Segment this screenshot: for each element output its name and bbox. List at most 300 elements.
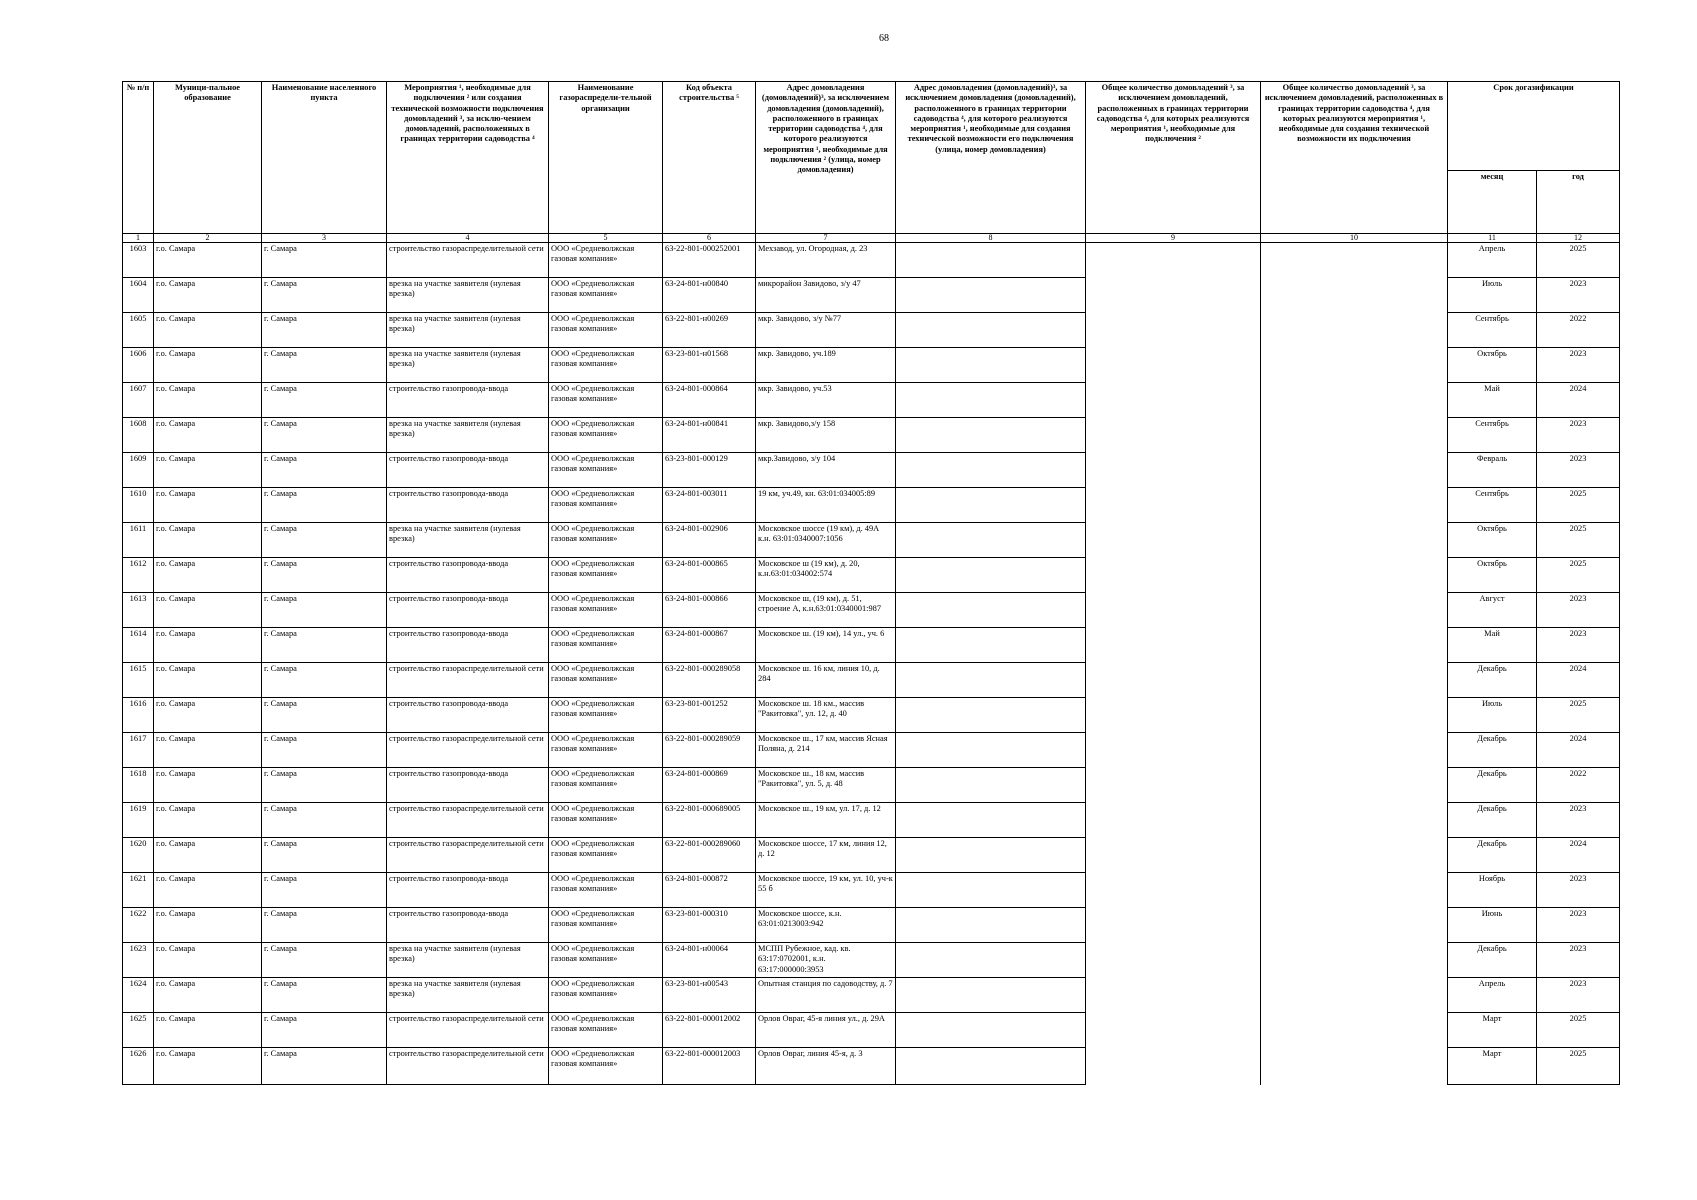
row-address-technical: [896, 768, 1086, 803]
row-address-technical: [896, 978, 1086, 1013]
row-municipality: г.о. Самара: [154, 523, 262, 558]
row-number: 1608: [123, 418, 154, 453]
row-month: Декабрь: [1448, 733, 1537, 768]
row-object-code: 63-24-801-000864: [663, 383, 756, 418]
column-number: 6: [663, 234, 756, 243]
row-number: 1615: [123, 663, 154, 698]
row-year: 2024: [1537, 383, 1620, 418]
row-measure: строительство газораспределительной сети: [387, 803, 549, 838]
row-object-code: 63-24-801-000872: [663, 873, 756, 908]
row-locality: г. Самара: [262, 628, 387, 663]
row-year: 2023: [1537, 908, 1620, 943]
row-municipality: г.о. Самара: [154, 698, 262, 733]
row-address: мкр.Завидово, з/у 104: [756, 453, 896, 488]
column-number: 12: [1537, 234, 1620, 243]
row-count-technical: [1261, 873, 1448, 908]
row-number: 1623: [123, 943, 154, 978]
row-year: 2024: [1537, 733, 1620, 768]
row-address: Московское ш., 17 км, массив Ясная Поляна, д. 214: [756, 733, 896, 768]
row-measure: врезка на участке заявителя (нулевая врезка): [387, 313, 549, 348]
table-row: [123, 383, 1620, 418]
row-address-technical: [896, 453, 1086, 488]
row-count-technical: [1261, 348, 1448, 383]
row-municipality: г.о. Самара: [154, 838, 262, 873]
row-organization: ООО «Средневолжская газовая компания»: [549, 278, 663, 313]
row-count-technical: [1261, 558, 1448, 593]
header-row: [123, 82, 1620, 171]
row-address-technical: [896, 1013, 1086, 1048]
row-locality: г. Самара: [262, 488, 387, 523]
row-address-technical: [896, 243, 1086, 278]
row-municipality: г.о. Самара: [154, 873, 262, 908]
row-measure: строительство газораспределительной сети: [387, 838, 549, 873]
row-count-connection: [1086, 698, 1261, 733]
row-number: 1618: [123, 768, 154, 803]
row-organization: ООО «Средневолжская газовая компания»: [549, 733, 663, 768]
table-row: [123, 418, 1620, 453]
row-year: 2022: [1537, 313, 1620, 348]
row-count-connection: [1086, 453, 1261, 488]
row-count-connection: [1086, 418, 1261, 453]
header-deadline: Срок догазификации: [1448, 82, 1620, 171]
row-measure: врезка на участке заявителя (нулевая врезка): [387, 978, 549, 1013]
row-number: 1604: [123, 278, 154, 313]
row-count-technical: [1261, 908, 1448, 943]
row-address-technical: [896, 873, 1086, 908]
row-locality: г. Самара: [262, 453, 387, 488]
row-object-code: 63-22-801-000012002: [663, 1013, 756, 1048]
row-municipality: г.о. Самара: [154, 1048, 262, 1085]
row-organization: ООО «Средневолжская газовая компания»: [549, 488, 663, 523]
table-row: [123, 523, 1620, 558]
row-count-connection: [1086, 243, 1261, 278]
table-row: [123, 978, 1620, 1013]
row-year: 2023: [1537, 348, 1620, 383]
row-year: 2025: [1537, 488, 1620, 523]
row-count-technical: [1261, 523, 1448, 558]
row-address: Московское ш., 18 км, массив "Ракитовка", ул. 5, д. 48: [756, 768, 896, 803]
row-address: Московское шоссе, 19 км, ул. 10, уч-к 55 б: [756, 873, 896, 908]
row-number: 1621: [123, 873, 154, 908]
table-row: [123, 488, 1620, 523]
row-organization: ООО «Средневолжская газовая компания»: [549, 873, 663, 908]
row-year: 2023: [1537, 803, 1620, 838]
row-municipality: г.о. Самара: [154, 593, 262, 628]
row-measure: строительство газораспределительной сети: [387, 1048, 549, 1085]
row-organization: ООО «Средневолжская газовая компания»: [549, 908, 663, 943]
row-object-code: 63-24-801-000865: [663, 558, 756, 593]
row-year: 2024: [1537, 663, 1620, 698]
row-municipality: г.о. Самара: [154, 768, 262, 803]
row-month: Декабрь: [1448, 943, 1537, 978]
column-number: 10: [1261, 234, 1448, 243]
column-number: 1: [123, 234, 154, 243]
row-object-code: 63-24-801-н00841: [663, 418, 756, 453]
row-month: Сентябрь: [1448, 488, 1537, 523]
row-organization: ООО «Средневолжская газовая компания»: [549, 1048, 663, 1085]
row-municipality: г.о. Самара: [154, 978, 262, 1013]
table-row: [123, 1048, 1620, 1085]
row-organization: ООО «Средневолжская газовая компания»: [549, 803, 663, 838]
row-number: 1622: [123, 908, 154, 943]
row-count-connection: [1086, 768, 1261, 803]
row-count-connection: [1086, 663, 1261, 698]
row-number: 1620: [123, 838, 154, 873]
row-locality: г. Самара: [262, 943, 387, 978]
row-count-connection: [1086, 383, 1261, 418]
row-month: Декабрь: [1448, 803, 1537, 838]
row-count-connection: [1086, 488, 1261, 523]
table-row: [123, 908, 1620, 943]
row-organization: ООО «Средневолжская газовая компания»: [549, 978, 663, 1013]
row-address-technical: [896, 348, 1086, 383]
row-year: 2025: [1537, 523, 1620, 558]
row-number: 1619: [123, 803, 154, 838]
row-organization: ООО «Средневолжская газовая компания»: [549, 348, 663, 383]
row-measure: врезка на участке заявителя (нулевая врезка): [387, 523, 549, 558]
row-count-connection: [1086, 838, 1261, 873]
column-number: 7: [756, 234, 896, 243]
row-organization: ООО «Средневолжская газовая компания»: [549, 698, 663, 733]
row-month: Сентябрь: [1448, 313, 1537, 348]
row-address-technical: [896, 523, 1086, 558]
row-month: Май: [1448, 383, 1537, 418]
header-address-technical: Адрес домовладения (домовладений)³, за исключением домовладения (домовладений), расположенного в границах территории садоводства ⁴, для которого реализуются мероприятия ¹, необходимые для создания технической возможности его подключения (улица, номер домовладения): [896, 82, 1086, 234]
row-count-technical: [1261, 418, 1448, 453]
row-organization: ООО «Средневолжская газовая компания»: [549, 838, 663, 873]
row-count-technical: [1261, 1048, 1448, 1085]
row-address-technical: [896, 733, 1086, 768]
row-measure: строительство газораспределительной сети: [387, 243, 549, 278]
row-organization: ООО «Средневолжская газовая компания»: [549, 593, 663, 628]
row-address-technical: [896, 1048, 1086, 1085]
row-count-connection: [1086, 978, 1261, 1013]
row-year: 2023: [1537, 943, 1620, 978]
table-row: [123, 873, 1620, 908]
row-count-technical: [1261, 803, 1448, 838]
row-object-code: 63-24-801-003011: [663, 488, 756, 523]
row-count-technical: [1261, 383, 1448, 418]
row-address-technical: [896, 803, 1086, 838]
row-address: МСПП Рубежное, кад. кв. 63:17:0702001, к.н. 63:17:000000:3953: [756, 943, 896, 978]
row-number: 1605: [123, 313, 154, 348]
row-measure: строительство газопровода-ввода: [387, 558, 549, 593]
row-address: микрорайон Завидово, з/у 47: [756, 278, 896, 313]
row-month: Май: [1448, 628, 1537, 663]
row-locality: г. Самара: [262, 1048, 387, 1085]
row-month: Ноябрь: [1448, 873, 1537, 908]
row-year: 2023: [1537, 453, 1620, 488]
row-year: 2022: [1537, 768, 1620, 803]
row-organization: ООО «Средневолжская газовая компания»: [549, 558, 663, 593]
row-count-connection: [1086, 523, 1261, 558]
row-number: 1616: [123, 698, 154, 733]
row-count-technical: [1261, 943, 1448, 978]
row-organization: ООО «Средневолжская газовая компания»: [549, 628, 663, 663]
column-number: 2: [154, 234, 262, 243]
row-object-code: 63-24-801-н00840: [663, 278, 756, 313]
row-address: Московское ш (19 км), д. 20, к.н.63:01:034002:574: [756, 558, 896, 593]
row-count-connection: [1086, 803, 1261, 838]
row-count-connection: [1086, 558, 1261, 593]
row-object-code: 63-22-801-000689005: [663, 803, 756, 838]
row-year: 2023: [1537, 873, 1620, 908]
column-number: 3: [262, 234, 387, 243]
row-number: 1611: [123, 523, 154, 558]
row-municipality: г.о. Самара: [154, 313, 262, 348]
row-municipality: г.о. Самара: [154, 278, 262, 313]
row-municipality: г.о. Самара: [154, 663, 262, 698]
table-row: [123, 803, 1620, 838]
row-year: 2024: [1537, 838, 1620, 873]
column-number: 4: [387, 234, 549, 243]
row-measure: строительство газопровода-ввода: [387, 908, 549, 943]
row-number: 1610: [123, 488, 154, 523]
row-municipality: г.о. Самара: [154, 1013, 262, 1048]
row-address: Орлов Овраг, линия 45-я, д. 3: [756, 1048, 896, 1085]
row-address: 19 км, уч.49, кн. 63:01:034005:89: [756, 488, 896, 523]
row-month: Апрель: [1448, 243, 1537, 278]
row-municipality: г.о. Самара: [154, 558, 262, 593]
row-address: Московское ш. 16 км, линия 10, д. 284: [756, 663, 896, 698]
row-count-technical: [1261, 978, 1448, 1013]
row-year: 2023: [1537, 628, 1620, 663]
row-locality: г. Самара: [262, 768, 387, 803]
table-row: [123, 698, 1620, 733]
gasification-table: [122, 81, 1620, 1085]
row-measure: строительство газопровода-ввода: [387, 698, 549, 733]
row-month: Март: [1448, 1048, 1537, 1085]
row-number: 1607: [123, 383, 154, 418]
row-locality: г. Самара: [262, 908, 387, 943]
row-year: 2023: [1537, 278, 1620, 313]
row-locality: г. Самара: [262, 418, 387, 453]
row-count-technical: [1261, 488, 1448, 523]
row-municipality: г.о. Самара: [154, 803, 262, 838]
row-locality: г. Самара: [262, 838, 387, 873]
row-count-technical: [1261, 768, 1448, 803]
row-address: мкр. Завидово, з/у №77: [756, 313, 896, 348]
row-count-technical: [1261, 278, 1448, 313]
table-body: [123, 234, 1620, 1085]
row-locality: г. Самара: [262, 663, 387, 698]
header-count-technical: Общее количество домовладений ³, за исключением домовладений, расположенных в границах территории садоводства ⁴, для которых реализуются мероприятия ¹, необходимые для создания технической возможности их подключения: [1261, 82, 1448, 234]
header-measures: Мероприятия ¹, необходимые для подключения ² или создания технической возможности подключения домовладений ³, за исклю-чением домовладений, расположенных в границах территории садоводства ⁴: [387, 82, 549, 234]
row-count-connection: [1086, 348, 1261, 383]
row-number: 1609: [123, 453, 154, 488]
row-address-technical: [896, 908, 1086, 943]
row-object-code: 63-22-801-000289059: [663, 733, 756, 768]
row-municipality: г.о. Самара: [154, 348, 262, 383]
row-address: Московское шоссе, 17 км, линия 12, д. 12: [756, 838, 896, 873]
row-municipality: г.о. Самара: [154, 628, 262, 663]
row-year: 2025: [1537, 1013, 1620, 1048]
row-year: 2025: [1537, 243, 1620, 278]
row-month: Июль: [1448, 698, 1537, 733]
page-number: 68: [879, 33, 889, 44]
row-count-connection: [1086, 1048, 1261, 1085]
row-month: Март: [1448, 1013, 1537, 1048]
row-locality: г. Самара: [262, 278, 387, 313]
row-count-technical: [1261, 1013, 1448, 1048]
row-count-connection: [1086, 593, 1261, 628]
row-address: Опытная станция по садоводству, д. 7: [756, 978, 896, 1013]
row-month: Сентябрь: [1448, 418, 1537, 453]
row-organization: ООО «Средневолжская газовая компания»: [549, 243, 663, 278]
row-year: 2025: [1537, 1048, 1620, 1085]
row-measure: врезка на участке заявителя (нулевая врезка): [387, 943, 549, 978]
row-measure: строительство газопровода-ввода: [387, 593, 549, 628]
row-measure: строительство газопровода-ввода: [387, 628, 549, 663]
row-number: 1613: [123, 593, 154, 628]
row-locality: г. Самара: [262, 593, 387, 628]
row-count-connection: [1086, 873, 1261, 908]
row-locality: г. Самара: [262, 698, 387, 733]
row-measure: строительство газопровода-ввода: [387, 768, 549, 803]
row-month: Октябрь: [1448, 523, 1537, 558]
row-year: 2023: [1537, 418, 1620, 453]
row-count-connection: [1086, 943, 1261, 978]
row-locality: г. Самара: [262, 1013, 387, 1048]
row-municipality: г.о. Самара: [154, 488, 262, 523]
table-row: [123, 628, 1620, 663]
header-month: месяц: [1448, 171, 1537, 234]
row-count-technical: [1261, 733, 1448, 768]
row-month: Октябрь: [1448, 348, 1537, 383]
table-row: [123, 663, 1620, 698]
row-organization: ООО «Средневолжская газовая компания»: [549, 1013, 663, 1048]
row-address-technical: [896, 943, 1086, 978]
row-address-technical: [896, 593, 1086, 628]
row-address-technical: [896, 383, 1086, 418]
row-number: 1603: [123, 243, 154, 278]
row-object-code: 63-22-801-000289058: [663, 663, 756, 698]
row-object-code: 63-22-801-000252001: [663, 243, 756, 278]
table-row: [123, 348, 1620, 383]
row-count-connection: [1086, 733, 1261, 768]
row-measure: строительство газораспределительной сети: [387, 1013, 549, 1048]
row-month: Август: [1448, 593, 1537, 628]
column-number-row: [123, 234, 1620, 243]
row-locality: г. Самара: [262, 803, 387, 838]
row-object-code: 63-24-801-н00064: [663, 943, 756, 978]
row-address: Московское ш, (19 км), д. 51, строение А, к.н.63:01:0340001:987: [756, 593, 896, 628]
row-count-technical: [1261, 663, 1448, 698]
row-address-technical: [896, 558, 1086, 593]
row-address-technical: [896, 278, 1086, 313]
row-address: Московское шоссе (19 км), д. 49А к.н. 63:01:0340007:1056: [756, 523, 896, 558]
row-municipality: г.о. Самара: [154, 418, 262, 453]
row-count-technical: [1261, 593, 1448, 628]
header-index: № п/п: [123, 82, 154, 234]
column-number: 9: [1086, 234, 1261, 243]
header-locality: Наименование населенного пункта: [262, 82, 387, 234]
row-municipality: г.о. Самара: [154, 383, 262, 418]
row-locality: г. Самара: [262, 313, 387, 348]
table-row: [123, 733, 1620, 768]
row-address-technical: [896, 698, 1086, 733]
row-address: Московское ш. 18 км., массив "Ракитовка", ул. 12, д. 40: [756, 698, 896, 733]
row-object-code: 63-23-801-000129: [663, 453, 756, 488]
row-address: Мехзавод, ул. Огородная, д. 23: [756, 243, 896, 278]
row-organization: ООО «Средневолжская газовая компания»: [549, 943, 663, 978]
row-locality: г. Самара: [262, 978, 387, 1013]
row-number: 1614: [123, 628, 154, 663]
row-locality: г. Самара: [262, 383, 387, 418]
row-locality: г. Самара: [262, 733, 387, 768]
row-address-technical: [896, 313, 1086, 348]
column-number: 5: [549, 234, 663, 243]
table-row: [123, 593, 1620, 628]
row-address: мкр. Завидово, уч.53: [756, 383, 896, 418]
table-row: [123, 313, 1620, 348]
row-locality: г. Самара: [262, 348, 387, 383]
row-object-code: 63-24-801-000866: [663, 593, 756, 628]
row-measure: строительство газопровода-ввода: [387, 873, 549, 908]
row-address-technical: [896, 663, 1086, 698]
row-number: 1617: [123, 733, 154, 768]
header-year: год: [1537, 171, 1620, 234]
row-month: Февраль: [1448, 453, 1537, 488]
row-month: Октябрь: [1448, 558, 1537, 593]
row-measure: врезка на участке заявителя (нулевая врезка): [387, 418, 549, 453]
row-locality: г. Самара: [262, 523, 387, 558]
row-organization: ООО «Средневолжская газовая компания»: [549, 663, 663, 698]
row-address: мкр. Завидово, уч.189: [756, 348, 896, 383]
row-year: 2023: [1537, 593, 1620, 628]
header-count-connection: Общее количество домовладений ³, за исключением домовладений, расположенных в границах территории садоводства ⁴, для которых реализуются мероприятия ¹, необходимые для подключения ²: [1086, 82, 1261, 234]
row-count-technical: [1261, 628, 1448, 663]
row-object-code: 63-24-801-000869: [663, 768, 756, 803]
row-address: мкр. Завидово,з/у 158: [756, 418, 896, 453]
row-number: 1624: [123, 978, 154, 1013]
row-object-code: 63-22-801-н00269: [663, 313, 756, 348]
row-count-connection: [1086, 628, 1261, 663]
row-measure: врезка на участке заявителя (нулевая врезка): [387, 348, 549, 383]
table-row: [123, 1013, 1620, 1048]
row-municipality: г.о. Самара: [154, 733, 262, 768]
table-row: [123, 278, 1620, 313]
column-number: 8: [896, 234, 1086, 243]
row-address: Московское ш. (19 км), 14 ул., уч. 6: [756, 628, 896, 663]
row-organization: ООО «Средневолжская газовая компания»: [549, 768, 663, 803]
row-address: Московское ш., 19 км, ул. 17, д. 12: [756, 803, 896, 838]
table-row: [123, 943, 1620, 978]
row-object-code: 63-22-801-000012003: [663, 1048, 756, 1085]
row-number: 1612: [123, 558, 154, 593]
row-address-technical: [896, 628, 1086, 663]
row-address: Московское шоссе, к.н. 63:01:0213003:942: [756, 908, 896, 943]
row-month: Декабрь: [1448, 663, 1537, 698]
column-number: 11: [1448, 234, 1537, 243]
row-organization: ООО «Средневолжская газовая компания»: [549, 313, 663, 348]
row-year: 2023: [1537, 978, 1620, 1013]
row-number: 1625: [123, 1013, 154, 1048]
row-locality: г. Самара: [262, 873, 387, 908]
row-address: Орлов Овраг, 45-я линия ул., д. 29А: [756, 1013, 896, 1048]
row-organization: ООО «Средневолжская газовая компания»: [549, 453, 663, 488]
row-count-technical: [1261, 838, 1448, 873]
row-organization: ООО «Средневолжская газовая компания»: [549, 383, 663, 418]
table-row: [123, 243, 1620, 278]
row-object-code: 63-23-801-н01568: [663, 348, 756, 383]
row-object-code: 63-23-801-000310: [663, 908, 756, 943]
row-month: Декабрь: [1448, 838, 1537, 873]
table-row: [123, 558, 1620, 593]
row-locality: г. Самара: [262, 243, 387, 278]
header-address-connection: Адрес домовладения (домовладений)³, за исключением домовладения (домовладений), расположенного в границах территории садоводства ⁴, для которого реализуются мероприятия ¹, необходимые для подключения ² (улица, номер домовладения): [756, 82, 896, 234]
row-count-technical: [1261, 243, 1448, 278]
